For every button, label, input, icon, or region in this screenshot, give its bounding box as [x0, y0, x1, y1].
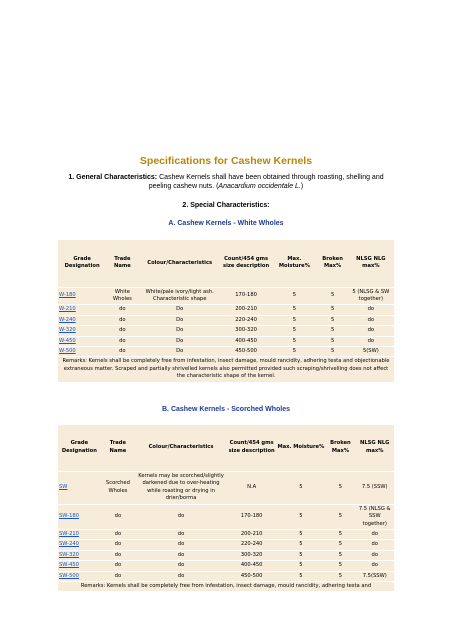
- nlsg-cell: [348, 315, 394, 325]
- nlsg-cell: [355, 472, 394, 505]
- count-cell: [221, 326, 271, 336]
- nlsg-cell: [348, 346, 394, 356]
- col-grade: Grade Designation: [58, 425, 101, 472]
- trade-name-cell: [106, 346, 138, 356]
- section-a-heading: A. Cashew Kernels - White Wholes: [168, 220, 284, 227]
- count-cell: 170-180: [240, 513, 263, 520]
- grade-cell: [58, 540, 101, 550]
- table-row: [58, 305, 394, 315]
- moisture-cell: 5: [299, 484, 303, 491]
- count-cell: 400-450: [235, 337, 257, 344]
- trade-name-cell: [101, 472, 135, 505]
- colour-cell: Do: [176, 337, 184, 344]
- col-broken: Broken Max%: [318, 240, 348, 287]
- col-colour: Colour/Characteristics: [138, 240, 220, 287]
- nlsg-cell: 5 (NLSG & SW together): [352, 288, 390, 302]
- nlsg-cell: 5(SW): [362, 347, 379, 354]
- broken-cell: 5: [330, 316, 335, 323]
- broken-cell: 5: [330, 337, 335, 344]
- col-colour: Colour/Characteristics: [135, 425, 227, 472]
- grade-link[interactable]: SW: [59, 484, 68, 491]
- moisture-cell: [271, 305, 317, 315]
- broken-cell: [325, 550, 355, 560]
- grade-link[interactable]: W-240: [59, 316, 76, 323]
- trade-name-cell: Scorched Wholes: [105, 480, 130, 494]
- general-characteristics: [58, 173, 394, 191]
- count-cell: 400-450: [240, 562, 263, 569]
- broken-cell: [325, 561, 355, 571]
- trade-name-cell: do: [119, 347, 126, 354]
- nlsg-cell: do: [367, 306, 375, 313]
- moisture-cell: [271, 287, 317, 305]
- broken-cell: [318, 336, 348, 346]
- trade-name-cell: do: [119, 337, 126, 344]
- trade-name-cell: [106, 326, 138, 336]
- broken-cell: [325, 472, 355, 505]
- nlsg-cell: [348, 326, 394, 336]
- moisture-cell: 5: [299, 513, 303, 520]
- grade-cell: [58, 336, 106, 346]
- colour-cell: [135, 472, 227, 505]
- broken-cell: 5: [338, 551, 343, 558]
- moisture-cell: 5: [299, 530, 303, 537]
- nlsg-cell: 7.5 (SSW): [361, 484, 388, 491]
- broken-cell: [318, 326, 348, 336]
- table-row: [58, 529, 394, 539]
- count-cell: 300-320: [240, 551, 263, 558]
- moisture-cell: 5: [292, 347, 297, 354]
- nlsg-cell: [355, 561, 394, 571]
- colour-cell: [138, 336, 220, 346]
- trade-name-cell: [106, 305, 138, 315]
- trade-name-cell: do: [114, 513, 122, 520]
- nlsg-cell: [348, 287, 394, 305]
- moisture-cell: 5: [299, 562, 303, 569]
- moisture-cell: [276, 561, 325, 571]
- general-heading: 1. General Characteristics:: [68, 174, 158, 181]
- section-a-remarks: Remarks: Kernels shall be completely free from infestation, insect damage, mould rancidity, adhering testa and objectionable extraneous matter. Scraped and partially shrivelled kernels also permitted provided such scraping/shrivelling does not affect the characteristic shape of the kernel.: [58, 357, 394, 382]
- broken-cell: 5: [338, 484, 343, 491]
- grade-cell: [58, 315, 106, 325]
- count-cell: [227, 561, 276, 571]
- moisture-cell: [271, 315, 317, 325]
- colour-cell: do: [177, 530, 185, 537]
- grade-cell: [58, 529, 101, 539]
- colour-cell: do: [177, 513, 185, 520]
- count-cell: [221, 315, 271, 325]
- grade-link[interactable]: SW-320: [59, 551, 79, 558]
- moisture-cell: [271, 326, 317, 336]
- nlsg-cell: [355, 540, 394, 550]
- trade-name-cell: [106, 336, 138, 346]
- colour-cell: [135, 550, 227, 560]
- col-moisture: Max. Moisture%: [276, 425, 325, 472]
- count-cell: 300-320: [235, 327, 257, 334]
- broken-cell: [325, 540, 355, 550]
- colour-cell: do: [177, 572, 185, 579]
- document-content: [58, 132, 394, 591]
- broken-cell: 5: [338, 572, 343, 579]
- col-nlsg: NLSG NLG max%: [355, 425, 394, 472]
- col-trade: Trade Name: [101, 425, 135, 472]
- broken-cell: [318, 305, 348, 315]
- grade-link[interactable]: SW-180: [59, 513, 79, 520]
- moisture-cell: [276, 472, 325, 505]
- broken-cell: 5: [338, 530, 343, 537]
- nlsg-cell: do: [367, 316, 375, 323]
- nlsg-cell: do: [371, 551, 378, 558]
- broken-cell: [318, 346, 348, 356]
- colour-cell: [135, 561, 227, 571]
- moisture-cell: 5: [292, 292, 297, 299]
- nlsg-cell: [355, 550, 394, 560]
- count-cell: N.A: [247, 484, 257, 491]
- remarks-row: [58, 357, 394, 382]
- col-moisture: Max. Moisture%: [271, 240, 317, 287]
- grade-link[interactable]: W-450: [59, 337, 76, 344]
- grade-link[interactable]: SW-450: [59, 562, 79, 569]
- colour-cell: [138, 346, 220, 356]
- table-row: [58, 287, 394, 305]
- count-cell: [227, 550, 276, 560]
- trade-name-cell: do: [114, 572, 122, 579]
- colour-cell: [135, 504, 227, 529]
- nlsg-cell: do: [371, 541, 378, 548]
- trade-name-cell: do: [114, 530, 122, 537]
- grade-cell: [58, 561, 101, 571]
- moisture-cell: [276, 504, 325, 529]
- general-tail: ): [300, 183, 304, 190]
- nlsg-cell: 7.5(SSW): [362, 572, 387, 579]
- broken-cell: [318, 287, 348, 305]
- count-cell: 450-500: [235, 347, 257, 354]
- grade-link[interactable]: SW-210: [59, 530, 79, 537]
- table-row: [58, 346, 394, 356]
- moisture-cell: [276, 550, 325, 560]
- count-cell: 200-210: [235, 306, 257, 313]
- trade-name-cell: [101, 561, 135, 571]
- grade-link[interactable]: W-210: [59, 306, 76, 313]
- count-cell: [227, 571, 276, 581]
- colour-cell: [138, 315, 220, 325]
- broken-cell: 5: [330, 327, 335, 334]
- section-b-heading: B. Cashew Kernels - Scorched Wholes: [162, 405, 290, 413]
- colour-cell: Do: [176, 316, 184, 323]
- grade-link[interactable]: SW-240: [59, 541, 79, 548]
- broken-cell: [318, 315, 348, 325]
- moisture-cell: 5: [292, 316, 297, 323]
- moisture-cell: [276, 529, 325, 539]
- moisture-cell: 5: [299, 551, 303, 558]
- count-cell: [227, 472, 276, 505]
- colour-cell: [138, 305, 220, 315]
- trade-name-cell: [106, 315, 138, 325]
- colour-cell: [135, 540, 227, 550]
- grade-cell: [58, 472, 101, 505]
- table-row: [58, 550, 394, 560]
- count-cell: [227, 529, 276, 539]
- table-row: [58, 540, 394, 550]
- moisture-cell: [271, 346, 317, 356]
- table-header-row: [58, 240, 394, 287]
- special-characteristics-heading: 2. Special Characteristics:: [182, 202, 270, 209]
- grade-cell: [58, 326, 106, 336]
- trade-name-cell: do: [119, 316, 126, 323]
- colour-cell: do: [177, 562, 185, 569]
- grade-cell: [58, 571, 101, 581]
- count-cell: 450-500: [240, 572, 263, 579]
- colour-cell: Do: [176, 347, 184, 354]
- col-grade: Grade Designation: [58, 240, 106, 287]
- colour-cell: Do: [176, 327, 184, 334]
- nlsg-cell: [355, 529, 394, 539]
- grade-cell: [58, 305, 106, 315]
- broken-cell: [325, 571, 355, 581]
- count-cell: 200-210: [240, 530, 263, 537]
- table-row: [58, 315, 394, 325]
- moisture-cell: [276, 571, 325, 581]
- trade-name-cell: [101, 571, 135, 581]
- col-broken: Broken Max%: [325, 425, 355, 472]
- moisture-cell: [276, 540, 325, 550]
- table-header-row: [58, 425, 394, 472]
- broken-cell: 5: [330, 306, 335, 313]
- remarks-row: [58, 581, 394, 591]
- nlsg-cell: 7.5 (NLSG & SSW together): [358, 505, 391, 527]
- broken-cell: 5: [338, 513, 343, 520]
- table-row: [58, 472, 394, 505]
- trade-name-cell: [106, 287, 138, 305]
- colour-cell: do: [177, 541, 185, 548]
- colour-cell: [135, 571, 227, 581]
- broken-cell: 5: [338, 562, 343, 569]
- general-italic: Anacardium occidentale L.: [218, 183, 301, 190]
- moisture-cell: [271, 336, 317, 346]
- trade-name-cell: do: [114, 551, 122, 558]
- table-row: [58, 504, 394, 529]
- trade-name-cell: do: [114, 541, 122, 548]
- trade-name-cell: White Wholes: [112, 288, 132, 302]
- grade-cell: [58, 346, 106, 356]
- trade-name-cell: do: [119, 306, 126, 313]
- white-wholes-table: [58, 240, 394, 382]
- moisture-cell: 5: [299, 572, 303, 579]
- count-cell: [221, 336, 271, 346]
- moisture-cell: 5: [292, 306, 297, 313]
- count-cell: 220-240: [240, 541, 263, 548]
- colour-cell: do: [177, 551, 185, 558]
- grade-link[interactable]: W-320: [59, 327, 76, 334]
- broken-cell: [325, 504, 355, 529]
- col-count: Count/454 gms size description: [221, 240, 271, 287]
- grade-link[interactable]: W-180: [59, 292, 76, 299]
- scorched-wholes-table: [58, 425, 394, 592]
- nlsg-cell: [355, 504, 394, 529]
- trade-name-cell: do: [119, 327, 126, 334]
- nlsg-cell: [348, 305, 394, 315]
- col-count: Count/454 gms size description: [227, 425, 276, 472]
- table-row: [58, 561, 394, 571]
- trade-name-cell: [101, 540, 135, 550]
- trade-name-cell: do: [114, 562, 122, 569]
- grade-cell: [58, 504, 101, 529]
- colour-cell: [135, 529, 227, 539]
- colour-cell: Do: [176, 306, 184, 313]
- moisture-cell: 5: [299, 541, 303, 548]
- count-cell: [227, 540, 276, 550]
- broken-cell: 5: [330, 292, 335, 299]
- count-cell: [221, 305, 271, 315]
- colour-cell: [138, 287, 220, 305]
- grade-cell: [58, 287, 106, 305]
- table-row: [58, 571, 394, 581]
- count-cell: 220-240: [235, 316, 257, 323]
- count-cell: [221, 287, 271, 305]
- col-nlsg: NLSG NLG max%: [348, 240, 394, 287]
- moisture-cell: 5: [292, 337, 297, 344]
- nlsg-cell: do: [367, 337, 375, 344]
- trade-name-cell: [101, 529, 135, 539]
- trade-name-cell: [101, 550, 135, 560]
- general-text: Cashew Kernels shall have been obtained through roasting, shelling and peeling cashew nuts. (: [148, 174, 384, 190]
- nlsg-cell: [355, 571, 394, 581]
- colour-cell: Kernels may be scorched/slightly darkened due to over-heating while roasting or drying in drier/borma: [138, 473, 224, 502]
- page-title: Specifications for Cashew Kernels: [139, 155, 313, 167]
- nlsg-cell: do: [371, 530, 378, 537]
- colour-cell: [138, 326, 220, 336]
- nlsg-cell: [348, 336, 394, 346]
- count-cell: [221, 346, 271, 356]
- grade-link[interactable]: SW-500: [59, 572, 79, 579]
- colour-cell: White/pale ivory/light ash. Characteristic shape: [145, 288, 214, 302]
- broken-cell: [325, 529, 355, 539]
- table-row: [58, 326, 394, 336]
- nlsg-cell: do: [371, 562, 378, 569]
- count-cell: 170-180: [235, 292, 257, 299]
- broken-cell: 5: [330, 347, 335, 354]
- trade-name-cell: [101, 504, 135, 529]
- broken-cell: 5: [338, 541, 343, 548]
- nlsg-cell: do: [367, 327, 375, 334]
- count-cell: [227, 504, 276, 529]
- col-trade: Trade Name: [106, 240, 138, 287]
- section-b-remarks: Remarks: Kernels shall be completely free from infestation, insect damage, mould rancidity, adhering testa and: [58, 581, 394, 591]
- table-row: [58, 336, 394, 346]
- grade-link[interactable]: W-500: [59, 347, 76, 354]
- grade-cell: [58, 550, 101, 560]
- moisture-cell: 5: [292, 327, 297, 334]
